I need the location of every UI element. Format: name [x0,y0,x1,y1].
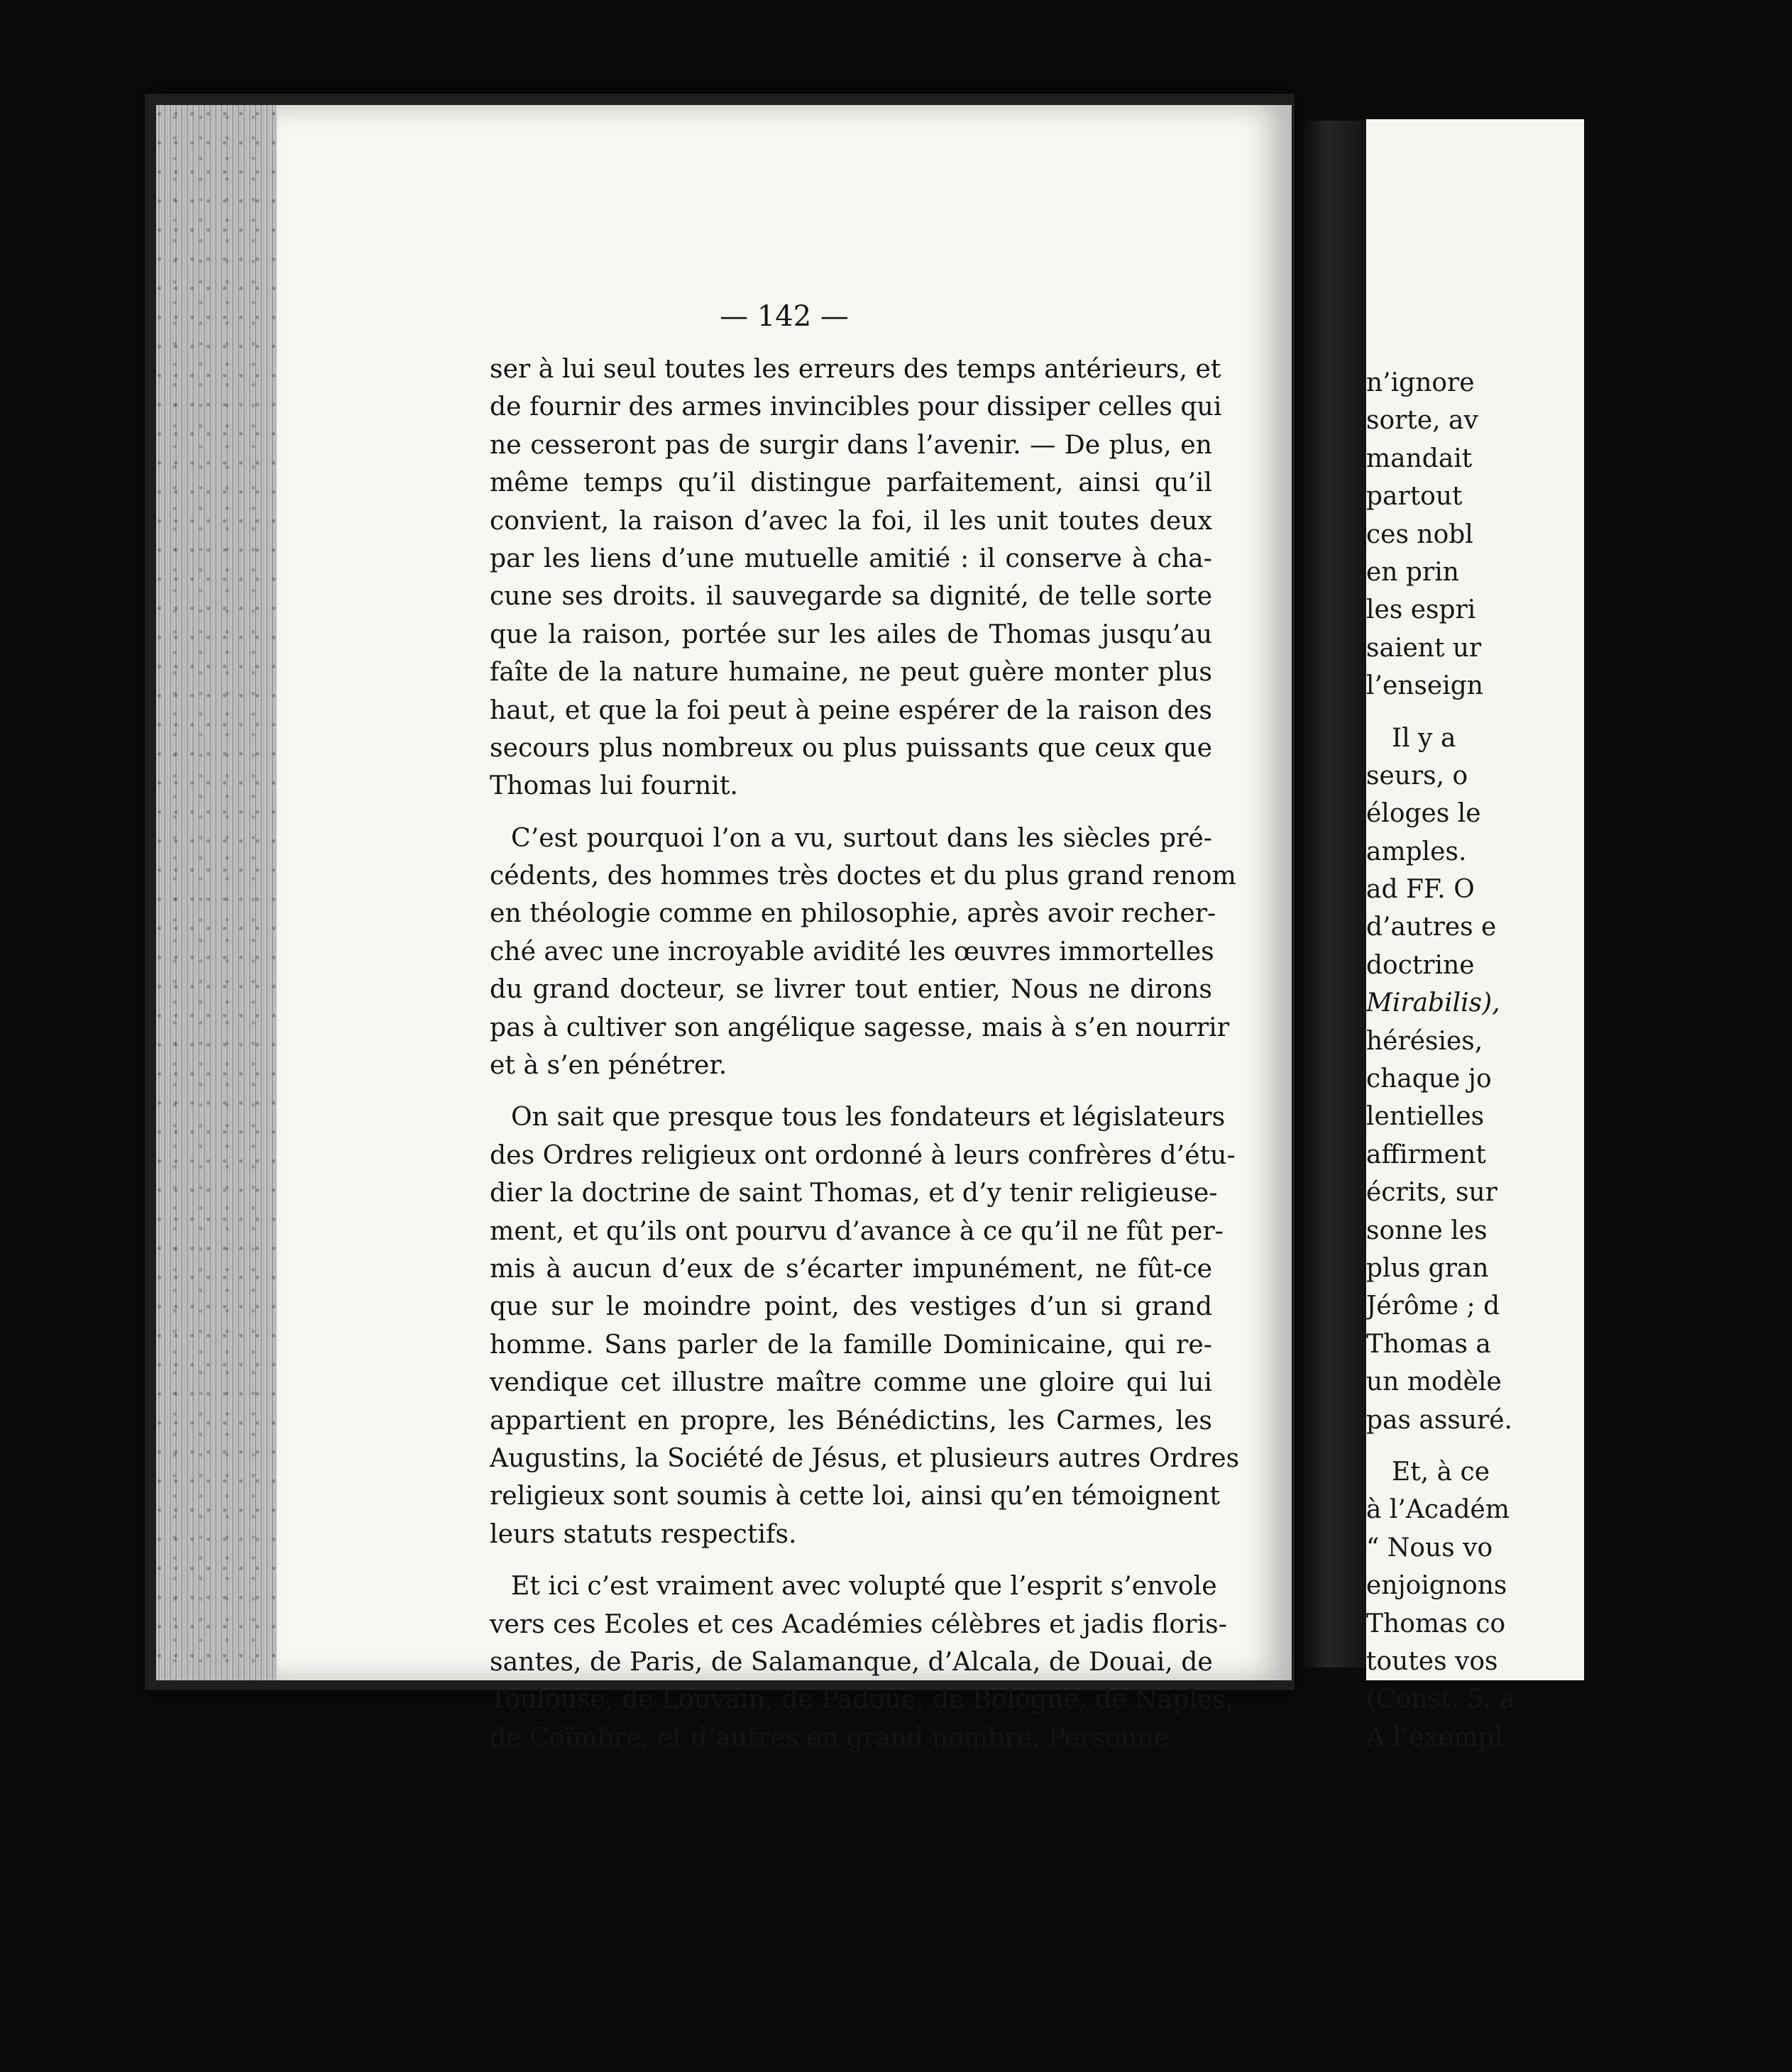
text-line: Thomas lui fournit. [490,770,738,801]
text-line: Thomas co [1366,1609,1506,1638]
text-line: convient, la raison d’avec la foi, il les unit toutes deux [490,505,1212,536]
text-line: en théologie comme en philosophie, après avoir recher- [490,898,1216,929]
text-line: haut, et que la foi peut à peine espérer de la raison des [490,694,1212,725]
text-line: d’autres e [1366,913,1497,942]
text-line: les espri [1366,595,1476,625]
text-line: éloges le [1366,799,1481,829]
text-line: ad FF. O [1366,875,1475,905]
text-line: du grand docteur, se livrer tout entier, Nous ne dirons [490,974,1212,1005]
text-line: ché avec une incroyable avidité les œuvres immortelles [490,935,1214,966]
text-line: ces nobl [1366,519,1473,549]
text-line: vers ces Ecoles et ces Académies célèbres et jadis floris- [490,1608,1227,1639]
text-line: mandait [1366,443,1473,473]
text-line: n’ignore [1366,368,1475,397]
text-line: l’enseign [1366,671,1483,701]
text-line: Thomas a [1366,1329,1491,1359]
text-line: seurs, o [1366,761,1468,790]
paragraph [1366,364,1792,705]
text-line: et à s’en pénétrer. [490,1049,727,1081]
text-line: que sur le moindre point, des vestiges d’un si grand [490,1291,1212,1322]
text-line: par les liens d’une mutuelle amitié : il conserve à cha- [490,542,1212,573]
paragraph [490,1098,1240,1553]
dust-speck [781,4,786,11]
text-line: appartient en propre, les Bénédictins, les Carmes, les [490,1404,1212,1435]
page-edges [156,105,277,1680]
text-line: plus gran [1366,1253,1489,1283]
text-line: C’est pourquoi l’on a vu, surtout dans les siècles pré- [511,822,1212,853]
text-line: de Coïmbre, et d’autres en grand nombre. Personne [490,1721,1170,1753]
text-line: enjoignons [1366,1571,1507,1601]
paragraph [1366,1453,1792,1756]
text-line: doctrine [1366,950,1475,980]
text-line: mis à aucun d’eux de s’écarter impunément, ne fût-ce [490,1252,1212,1284]
text-line: chaque jo [1366,1064,1492,1094]
text-line: que la raison, portée sur les ailes de Thomas jusqu’au [490,618,1212,649]
text-line: Et, à ce [1392,1457,1490,1487]
text-line: à l’Académ [1366,1495,1510,1525]
text-line: ser à lui seul toutes les erreurs des temps antérieurs, et [490,353,1221,384]
left-page [277,105,1292,1753]
text-line: de fournir des armes invincibles pour dissiper celles qui [490,391,1222,422]
text-line: des Ordres religieux ont ordonné à leurs confrères d’étu- [490,1139,1236,1170]
text-line: cune ses droits. il sauvegarde sa dignité, de telle sorte [490,580,1212,612]
text-line: un modèle [1366,1367,1502,1397]
book-gutter [1302,121,1366,1668]
text-line: Jérôme ; d [1366,1291,1500,1321]
paragraph [1366,720,1792,1439]
text-line: religieux sont soumis à cette loi, ainsi qu’en témoignent [490,1480,1220,1511]
dust-speck [777,1761,782,1766]
text-line: Et ici c’est vraiment avec volupté que l’esprit s’envole [511,1570,1217,1602]
text-line: saient ur [1366,633,1482,663]
paragraph [490,1567,1234,1756]
text-line: pas assuré. [1366,1405,1512,1435]
text-line: dier la doctrine de saint Thomas, et d’y tenir religieuse- [490,1177,1218,1208]
text-line: hérésies, [1366,1026,1483,1056]
text-line: Augustins, la Société de Jésus, et plusieurs autres Ordres [490,1442,1240,1473]
text-line: pas à cultiver son angélique sagesse, mais à s’en nourrir [490,1011,1230,1042]
text-line: ne cesseront pas de surgir dans l’avenir. — De plus, en [490,429,1212,460]
text-line: homme. Sans parler de la famille Dominicaine, qui re- [490,1328,1212,1360]
text-line: (Const. 5. a [1366,1685,1515,1714]
text-line: vendique cet illustre maître comme une gloire qui lui [490,1367,1212,1398]
paragraph [490,819,1236,1084]
text-line: faîte de la nature humaine, ne peut guère monter plus [490,656,1212,688]
left-page-text [490,350,1240,1770]
text-line: “ Nous vo [1366,1533,1493,1563]
text-line: partout [1366,482,1463,512]
text-line: écrits, sur [1366,1178,1497,1208]
text-line: leurs statuts respectifs. [490,1518,797,1549]
text-line: affirment [1366,1140,1486,1169]
text-line: toutes vos [1366,1646,1498,1676]
text-line: ment, et qu’ils ont pourvu d’avance à ce qu’il ne fût per- [490,1215,1224,1246]
paragraph [490,350,1222,805]
text-line: A l’exempl [1366,1722,1503,1752]
text-line: en prin [1366,557,1459,587]
text-line: sonne les [1366,1216,1488,1245]
text-line: Toulouse, de Louvain, de Padoue, de Bologne, de Naples, [490,1684,1234,1715]
right-page [1366,119,1584,1752]
text-line: cédents, des hommes très doctes et du plus grand renom [490,860,1236,891]
text-line: Il y a [1392,723,1456,753]
text-line: amples. [1366,837,1467,866]
text-line: On sait que presque tous les fondateurs et législateurs [511,1101,1226,1133]
right-page-text [1366,364,1792,1770]
text-line: même temps qu’il distingue parfaitement, ainsi qu’il [490,467,1212,498]
text-line: Mirabilis), [1366,988,1500,1018]
text-line: lentielles [1366,1102,1485,1132]
text-line: santes, de Paris, de Salamanque, d’Alcala, de Douai, de [490,1646,1213,1677]
page-number: — 142 — [720,300,849,333]
text-line: sorte, av [1366,406,1478,436]
dust-speck [903,1827,906,1831]
text-line: secours plus nombreux ou plus puissants que ceux que [490,732,1212,763]
